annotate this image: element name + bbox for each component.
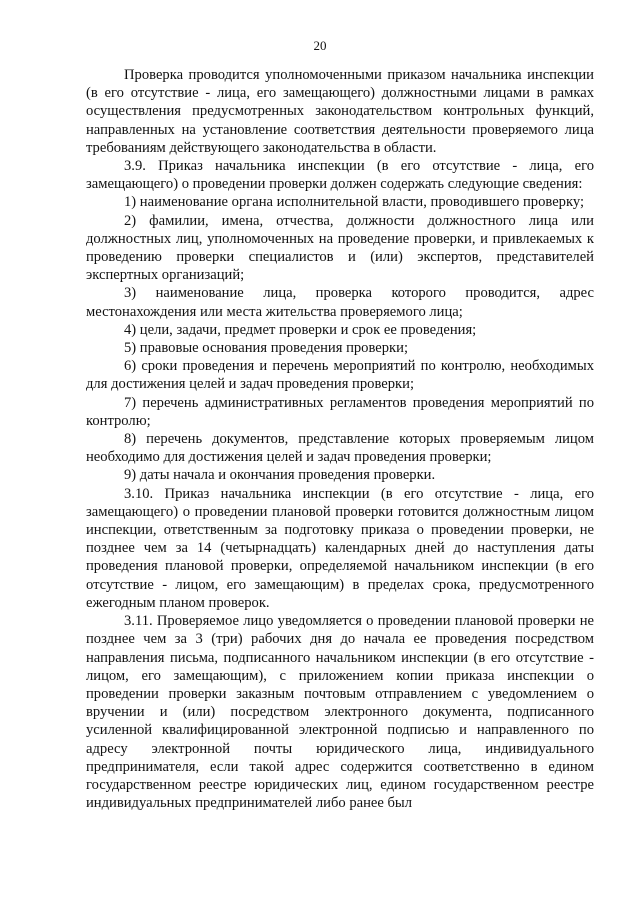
list-item-4: 4) цели, задачи, предмет проверки и срок ее проведения;: [124, 321, 477, 338]
list-item-3: 3) наименование лица, проверка которого проводится, адрес местонахождения или места жительства проверяемого лица;: [86, 285, 594, 320]
page-number: 20: [313, 38, 327, 53]
list-item-5: 5) правовые основания проведения проверки;: [124, 340, 409, 357]
paragraph-3-9: 3.9. Приказ начальника инспекции (в его отсутствие - лица, его замещающего) о проведении проверки должен содержать следующие сведения:: [86, 158, 594, 193]
paragraph-intro: Проверка проводится уполномоченными приказом начальника инспекции (в его отсутствие - лица, его замещающего) должностными лицами в рамках осуществления предусмотренных законодательством контрольных функций, направленных на установление соответствия деятельности проверяемого лица требованиям действующего законодательства в области.: [86, 67, 594, 156]
paragraph-3-11: 3.11. Проверяемое лицо уведомляется о проведении плановой проверки не позднее чем за 3 (три) рабочих дня до начала ее проведения посредством направления письма, подписанного начальником инспекции (в его отсутствие - лицом, его замещающим), с приложением копии приказа инспекции о проведении проверки заказным почтовым отправлением с уведомлением о вручении и (или) посредством электронного документа, подписанного усиленной квалифицированной электронной подписью и направленного по адресу электронной почты юридического лица, индивидуального предпринимателя, если такой адрес содержится соответственно в едином государственном реестре юридических лиц, едином государственном реестре индивидуальных предпринимателей либо ранее был: [86, 613, 594, 812]
document-body: [86, 66, 594, 812]
list-item-8: 8) перечень документов, представление которых проверяемым лицом необходимо для достижения целей и задач проведения проверки;: [86, 431, 594, 466]
list-item-7: 7) перечень административных регламентов проведения мероприятий по контролю;: [86, 394, 594, 429]
list-item-2: 2) фамилии, имена, отчества, должности должностного лица или должностных лиц, уполномоченных на проведение проверки, и привлекаемых к проведению проверки специалистов и (или) экспертов, представителей экспертных организаций;: [86, 212, 594, 284]
paragraph-3-10: 3.10. Приказ начальника инспекции (в его отсутствие - лица, его замещающего) о проведении плановой проверки готовится должностным лицом инспекции, ответственным за подготовку приказа о проведении проверки, не позднее чем за 14 (четырнадцать) календарных дней до наступления даты проведения плановой проверки, определяемой начальником инспекции (в его отсутствие - лицом, его замещающим) в пределах срока, предусмотренного ежегодным планом проверок.: [86, 485, 594, 611]
list-item-1: 1) наименование органа исполнительной власти, проводившего проверку;: [124, 194, 585, 211]
list-item-6: 6) сроки проведения и перечень мероприятий по контролю, необходимых для достижения целей и задач проведения проверки;: [86, 358, 594, 393]
list-item-9: 9) даты начала и окончания проведения проверки.: [124, 467, 436, 484]
